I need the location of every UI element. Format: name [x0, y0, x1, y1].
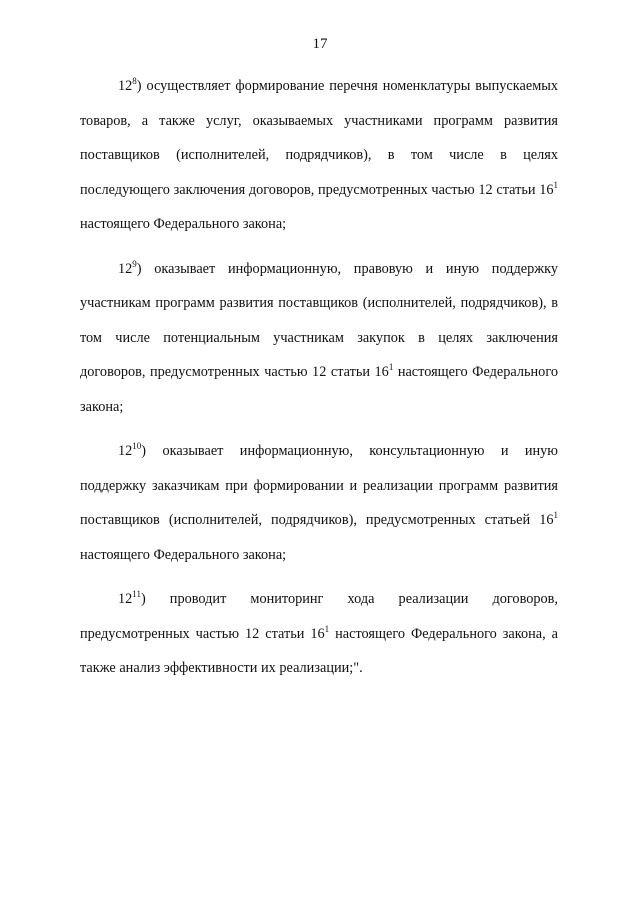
paragraph-text: настоящего Федерального закона; — [80, 216, 287, 232]
item-superscript: 10 — [132, 441, 142, 452]
article-superscript: 1 — [324, 623, 330, 634]
paragraph-text: ) осуществляет формирование перечня номенклатуры выпускаемых товаров, а также услуг, оказываемых участниками программ развития поставщиков (исполнителей, подрядчиков), в том числе в целях последующего заключения договоров, предусмотренных частью 12 статьи 16 — [80, 78, 558, 198]
paragraph-12-9 — [80, 252, 558, 425]
paragraph-text: настоящего Федерального закона, а также анализ эффективности их реализации;". — [80, 625, 558, 676]
page-number: 17 — [312, 36, 328, 52]
article-superscript: 1 — [553, 510, 558, 521]
item-superscript: 8 — [132, 76, 137, 87]
paragraph-text: настоящего Федерального закона; — [80, 364, 558, 415]
item-superscript: 11 — [132, 589, 141, 600]
item-number: 12 — [118, 591, 133, 607]
paragraph-12-10 — [80, 434, 558, 572]
item-superscript: 9 — [132, 258, 137, 269]
item-number: 12 — [118, 78, 133, 94]
paragraph-text: ) оказывает информационную, правовую и иную поддержку участникам программ развития поставщиков (исполнителей, подрядчиков), в том числе потенциальным участникам закупок в целях заключения договоров, предусмотренных частью 12 статьи 16 — [80, 260, 558, 380]
article-superscript: 1 — [553, 179, 558, 190]
document-body — [80, 69, 558, 696]
paragraph-text: ) оказывает информационную, консультационную и иную поддержку заказчикам при формировании и реализации программ развития поставщиков (исполнителей, подрядчиков), предусмотренных статьей 16 — [80, 443, 558, 528]
article-superscript: 1 — [388, 362, 394, 373]
paragraph-12-11 — [80, 582, 558, 686]
paragraph-12-8 — [80, 69, 558, 242]
item-number: 12 — [118, 260, 133, 277]
paragraph-text: ) проводит мониторинг хода реализации договоров, предусмотренных частью 12 статьи 16 — [80, 591, 558, 642]
paragraph-text: настоящего Федерального закона; — [80, 546, 287, 563]
item-number: 12 — [118, 443, 133, 459]
